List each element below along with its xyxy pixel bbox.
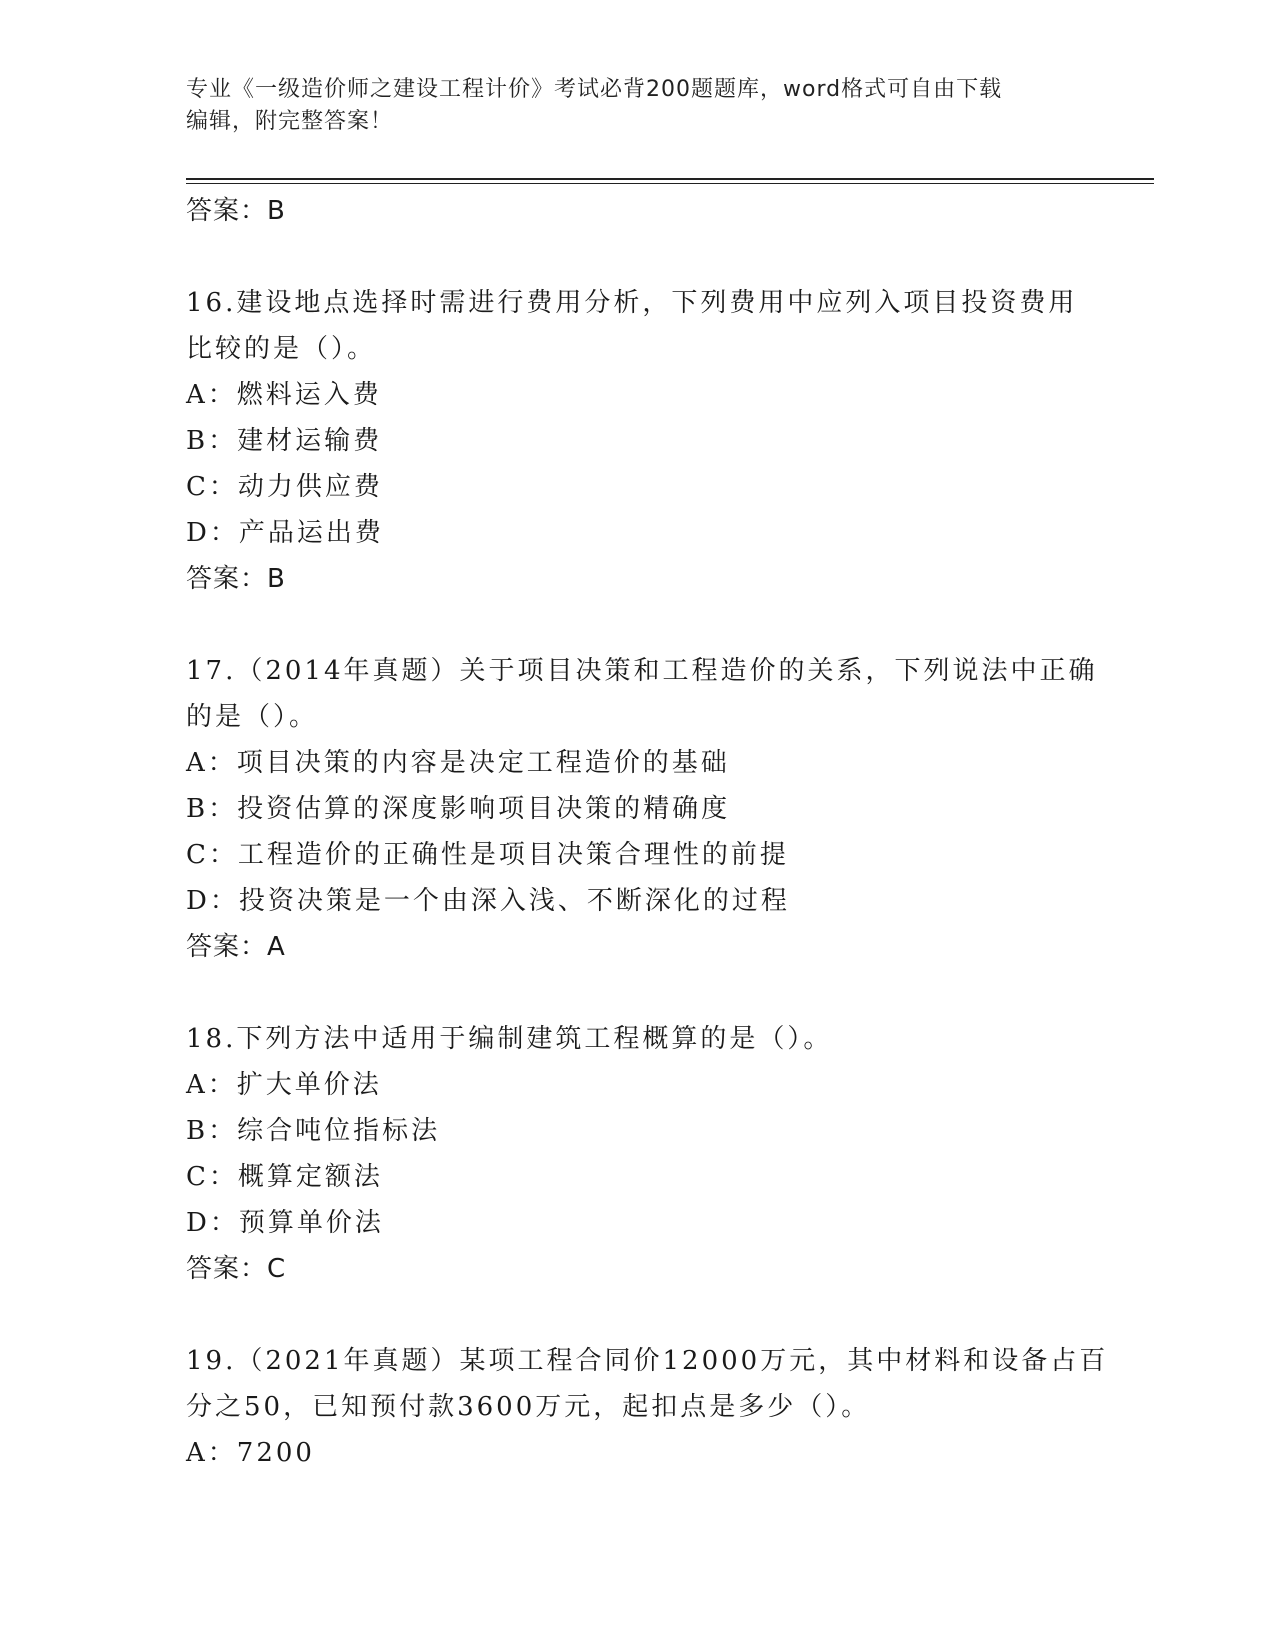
question-block xyxy=(186,1016,1086,1292)
header-line-1: 专业《一级造价师之建设工程计价》考试必背200题题库，word格式可自由下载 xyxy=(186,77,1003,102)
header-rule-thick xyxy=(186,178,1154,180)
spacer xyxy=(186,602,1086,648)
question-block xyxy=(186,648,1098,970)
document-header xyxy=(186,74,1066,138)
option-a: A：扩大单价法 xyxy=(186,1070,382,1100)
option-a: A：燃料运入费 xyxy=(186,380,382,410)
option-a: A：7200 xyxy=(186,1438,315,1468)
question-stem: 分之50，已知预付款3600万元，起扣点是多少（）。 xyxy=(186,1392,871,1422)
answer-line: 答案：A xyxy=(186,932,286,962)
question-stem: 19.（2021年真题）某项工程合同价12000万元，其中材料和设备占百 xyxy=(186,1346,1109,1376)
question-stem: 17.（2014年真题）关于项目决策和工程造价的关系，下列说法中正确 xyxy=(186,656,1098,686)
question-block xyxy=(186,1338,1109,1476)
header-line-2: 编辑，附完整答案！ xyxy=(186,109,394,134)
question-stem: 18.下列方法中适用于编制建筑工程概算的是（）。 xyxy=(186,1024,833,1054)
option-a: A：项目决策的内容是决定工程造价的基础 xyxy=(186,748,730,778)
answer-line: 答案：B xyxy=(186,564,286,594)
option-b: B：综合吨位指标法 xyxy=(186,1116,441,1146)
option-c: C：动力供应费 xyxy=(186,472,383,502)
question-stem: 的是（）。 xyxy=(186,702,319,732)
option-b: B：投资估算的深度影响项目决策的精确度 xyxy=(186,794,731,824)
option-d: D：产品运出费 xyxy=(186,518,384,548)
answer-line: 答案：C xyxy=(186,1254,287,1284)
question-block xyxy=(186,280,1086,602)
option-d: D：投资决策是一个由深入浅、不断深化的过程 xyxy=(186,886,790,916)
spacer xyxy=(186,1292,1086,1338)
question-stem: 比较的是（）。 xyxy=(186,334,377,364)
option-b: B：建材运输费 xyxy=(186,426,383,456)
header-rule-thin xyxy=(186,183,1154,184)
document-body xyxy=(186,188,1109,1476)
option-c: C：概算定额法 xyxy=(186,1162,383,1192)
spacer xyxy=(186,970,1086,1016)
answer-line: 答案：B xyxy=(186,196,286,226)
question-stem: 16.建设地点选择时需进行费用分析，下列费用中应列入项目投资费用 xyxy=(186,288,1078,318)
option-d: D：预算单价法 xyxy=(186,1208,384,1238)
option-c: C：工程造价的正确性是项目决策合理性的前提 xyxy=(186,840,789,870)
spacer xyxy=(186,234,1086,280)
